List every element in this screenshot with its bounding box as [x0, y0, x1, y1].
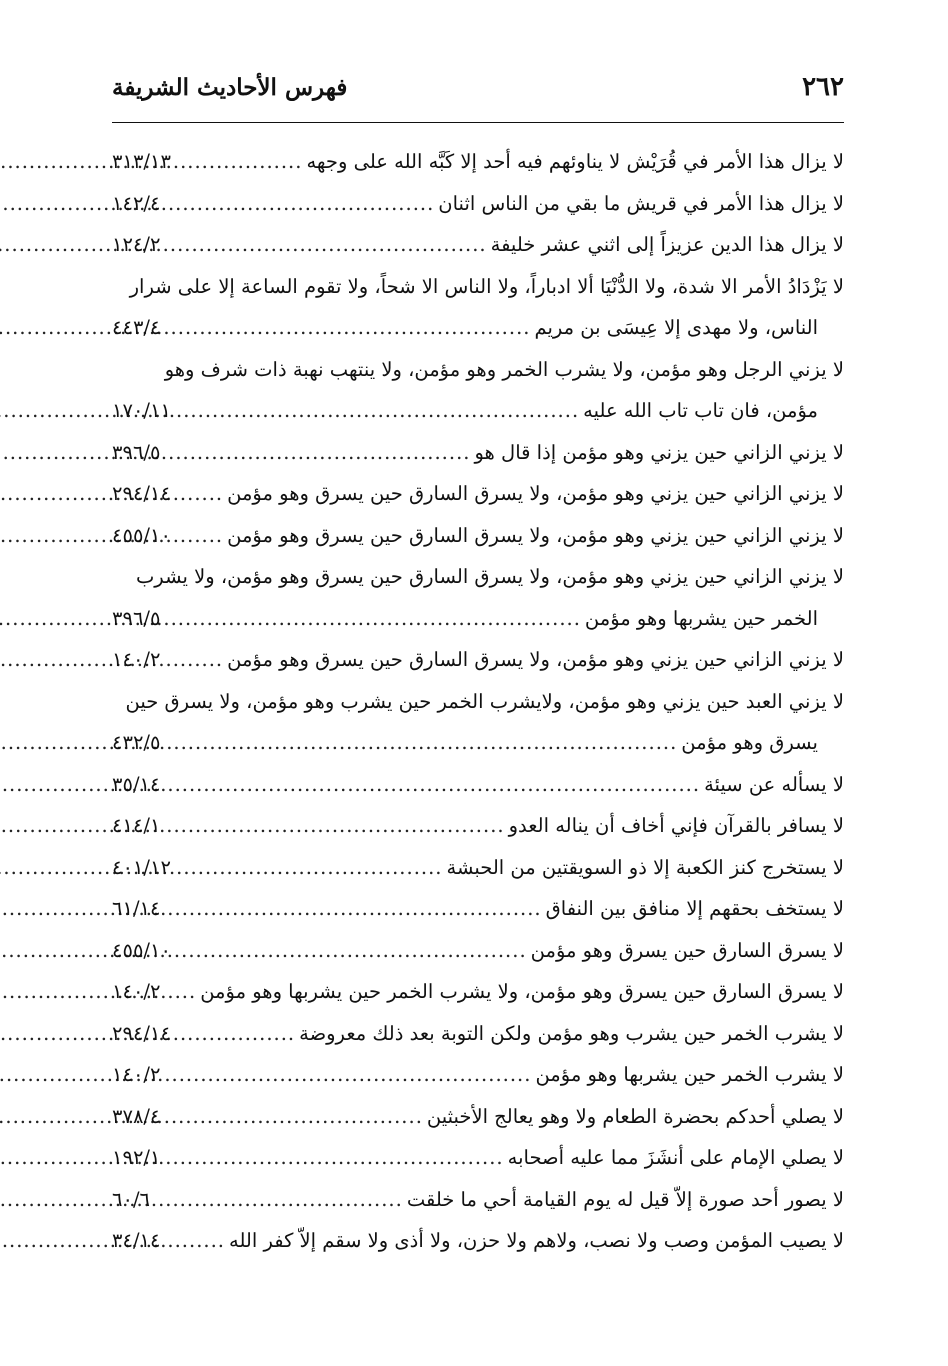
- volume-page-reference: ٤٠١/١٢: [112, 855, 171, 879]
- entry-text: لا يزني الزاني حين يزني وهو مؤمن، ولا يسرق السارق حين يسرق وهو مؤمن: [227, 482, 844, 505]
- index-entry: [112, 888, 844, 930]
- index-entry: [112, 224, 844, 266]
- index-entry: [112, 1013, 844, 1055]
- volume-page-reference: ٣١٣/١٣: [112, 150, 171, 173]
- index-entry: [112, 1220, 844, 1262]
- entry-text: لا يسافر بالقرآن فإني أخاف أن يناله العدو: [508, 814, 844, 837]
- hadith-index-list: [112, 141, 844, 1262]
- leader-dots: [164, 639, 223, 681]
- volume-page-reference: ١٤٠/٢: [112, 648, 161, 671]
- volume-page-reference: ٤٤٣/٤: [112, 316, 161, 339]
- index-entry: [112, 1054, 844, 1096]
- index-entry: [112, 266, 844, 349]
- volume-page-reference: ٣٤/١٤: [112, 1229, 161, 1252]
- index-entry: [112, 1179, 844, 1221]
- index-entry: [112, 1137, 844, 1179]
- entry-text: لا يشرب الخمر حين يشربها وهو مؤمن: [535, 1063, 844, 1086]
- entry-text: يسرق وهو مؤمن: [681, 731, 818, 754]
- leader-dots: [164, 1054, 531, 1096]
- index-entry: [112, 930, 844, 972]
- index-entry: [112, 349, 844, 432]
- leader-dots: [175, 141, 303, 183]
- volume-page-reference: ٤٥٥/١٠: [112, 523, 171, 547]
- leader-dots: [164, 307, 530, 349]
- index-entry: [112, 971, 844, 1013]
- entry-text: لا يسرق السارق حين يسرق وهو مؤمن، ولا يشرب الخمر حين يشربها وهو مؤمن: [200, 980, 844, 1003]
- entry-text: لا يزني الزاني حين يزني وهو مؤمن، ولا يسرق السارق حين يسرق وهو مؤمن: [227, 523, 844, 547]
- entry-text: لا يستخرج كنز الكعبة إلا ذو السويقتين من الحبشة: [446, 855, 844, 879]
- entry-text: لا يزني الزاني حين يزني وهو مؤمن، ولا يسرق السارق حين يسرق وهو مؤمن: [227, 648, 844, 671]
- leader-dots: [164, 722, 677, 764]
- index-entry: [112, 1096, 844, 1138]
- index-entry: [112, 681, 844, 764]
- index-entry: [112, 183, 844, 225]
- leader-dots: [154, 1179, 403, 1221]
- volume-page-reference: ٤٥٥/١٠: [112, 938, 171, 962]
- index-entry: [112, 764, 844, 806]
- index-entry: [112, 805, 844, 847]
- volume-page-reference: ٦٠/٦: [112, 1187, 150, 1211]
- entry-text: لا يصيب المؤمن وصب ولا نصب، ولاهم ولا حزن، ولا أذى ولا سقم إلاّ كفر الله: [228, 1229, 844, 1252]
- running-title: فهرس الأحاديث الشريفة: [112, 74, 348, 101]
- entry-text: لا يصلي الإمام على أنشَزَ مما عليه أصحابه: [507, 1146, 844, 1169]
- index-entry: [112, 515, 844, 557]
- page-header: [112, 70, 844, 123]
- leader-dots: [164, 183, 434, 225]
- volume-page-reference: ٢٩٤/١٤: [112, 482, 171, 505]
- leader-dots: [175, 847, 443, 889]
- leader-dots: [175, 515, 223, 557]
- index-entry: [112, 847, 844, 889]
- leader-dots: [164, 598, 580, 640]
- volume-page-reference: ١٤٠/٢: [112, 1063, 161, 1086]
- index-entry: [112, 639, 844, 681]
- volume-page-reference: ٤١٤/١: [112, 814, 161, 837]
- entry-text: لا يستخف بحقهم إلا منافق بين النفاق: [545, 897, 844, 920]
- volume-page-reference: ١٢٤/٢: [112, 233, 161, 256]
- volume-page-reference: ٣٩٦/٥: [112, 606, 161, 630]
- leader-dots: [164, 1220, 225, 1262]
- entry-text: لا يسأله عن سيئة: [704, 772, 844, 796]
- leader-dots: [175, 473, 223, 515]
- volume-page-reference: ١٤٢/٤: [112, 191, 161, 215]
- entry-text: لا يزال هذا الدين عزيزاً إلى اثني عشر خليفة: [490, 233, 844, 256]
- volume-page-reference: ٢٩٤/١٤: [112, 1021, 171, 1045]
- volume-page-reference: ١٧٠/١١: [112, 399, 171, 422]
- entry-text: لا يشرب الخمر حين يشرب وهو مؤمن ولكن التوبة بعد ذلك معروضة: [299, 1021, 844, 1045]
- index-entry: [112, 473, 844, 515]
- volume-page-reference: ٣٥/١٤: [112, 772, 161, 796]
- index-entry: [112, 141, 844, 183]
- leader-dots: [164, 888, 541, 930]
- index-page: [112, 70, 844, 1290]
- page-number: ٢٦٢: [802, 72, 844, 102]
- volume-page-reference: ٦١/١٤: [112, 897, 161, 920]
- entry-text: لا يزال هذا الأمر في قريش ما بقي من الناس اثنان: [438, 191, 844, 215]
- index-entry: [112, 432, 844, 474]
- entry-text: لا يزني الزاني حين يزني وهو مؤمن إذا قال هو: [474, 440, 844, 464]
- volume-page-reference: ١٤٠/٢: [112, 980, 161, 1003]
- volume-page-reference: ٤٣٢/٥: [112, 731, 161, 754]
- leader-dots: [175, 930, 527, 972]
- entry-text-first-line: لا يزني الزاني حين يزني وهو مؤمن، ولا يسرق السارق حين يسرق وهو مؤمن، ولا يشرب: [135, 565, 844, 588]
- leader-dots: [175, 1013, 295, 1055]
- index-entry: [112, 556, 844, 639]
- volume-page-reference: ٣٩٦/٥: [112, 440, 161, 464]
- entry-text: الناس، ولا مهدى إلا عِيسَى بن مريم: [534, 316, 818, 339]
- leader-dots: [164, 1137, 503, 1179]
- volume-page-reference: ٣٧٨/٤: [112, 1104, 161, 1128]
- leader-dots: [175, 390, 579, 432]
- leader-dots: [164, 1096, 422, 1138]
- entry-text: لا يصلي أحدكم بحضرة الطعام ولا وهو يعالج الأخبثين: [426, 1104, 844, 1128]
- leader-dots: [164, 971, 196, 1013]
- entry-text: لا يسرق السارق حين يسرق وهو مؤمن: [530, 938, 844, 962]
- entry-text-first-line: لا يزني العبد حين يزني وهو مؤمن، ولايشرب الخمر حين يشرب وهو مؤمن، ولا يسرق حين: [125, 689, 844, 713]
- entry-text-first-line: لا يزني الرجل وهو مؤمن، ولا يشرب الخمر وهو مؤمن، ولا ينتهب نهبة ذات شرف وهو: [164, 357, 844, 381]
- entry-text-first-line: لا يَزْدَادُ الأمر الا شدة، ولا الدُّنْيَا ألا ادباراً، ولا الناس الا شحاً، ولا تقوم الساعة إلا على شرار: [129, 274, 844, 298]
- entry-text: مؤمن، فان تاب تاب الله عليه: [583, 399, 818, 422]
- entry-text: الخمر حين يشربها وهو مؤمن: [584, 606, 818, 630]
- leader-dots: [164, 764, 700, 806]
- volume-page-reference: ١٩٢/١: [112, 1146, 161, 1169]
- leader-dots: [164, 805, 504, 847]
- leader-dots: [164, 224, 486, 266]
- leader-dots: [164, 432, 470, 474]
- entry-text: لا يزال هذا الأمر في قُرَيْش لا يناوئهم فيه أحد إلا كَبَّه الله على وجهه: [306, 150, 844, 173]
- entry-text: لا يصور أحد صورة إلاّ قيل له يوم القيامة أحي ما خلقت: [406, 1187, 844, 1211]
